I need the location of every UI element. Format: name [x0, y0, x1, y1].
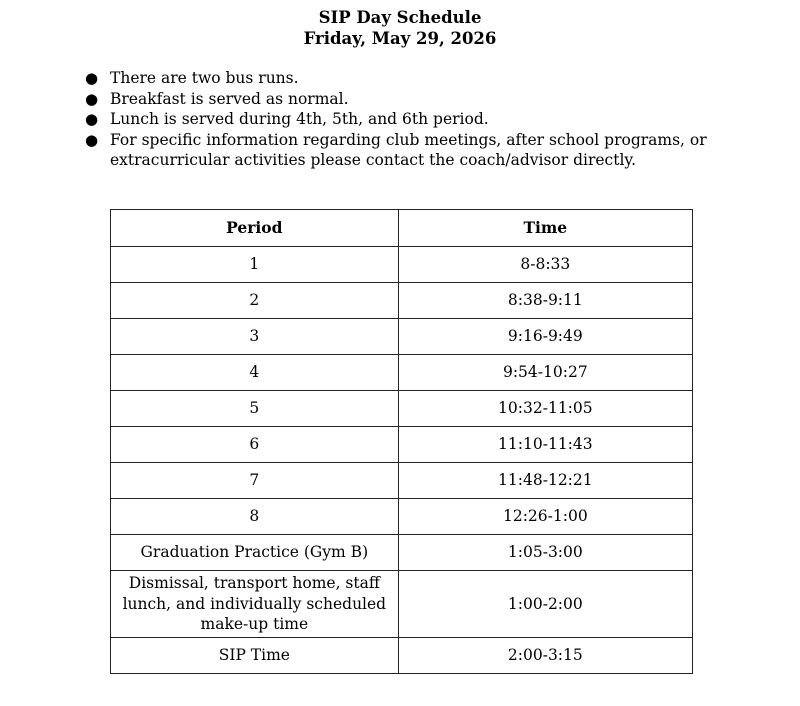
bullet-icon: ● — [85, 130, 99, 149]
note-item — [84, 109, 724, 130]
time-cell: 8-8:33 — [398, 247, 692, 283]
table-row — [111, 637, 693, 673]
period-cell: 5 — [111, 391, 399, 427]
note-item — [84, 89, 724, 110]
period-cell: Dismissal, transport home, staff lunch, and individually scheduled make-up time — [111, 571, 399, 638]
bullet-icon: ● — [85, 89, 99, 108]
table-row — [111, 391, 693, 427]
table-row — [111, 427, 693, 463]
note-item — [84, 68, 724, 89]
time-cell: 11:10-11:43 — [398, 427, 692, 463]
time-cell: 11:48-12:21 — [398, 463, 692, 499]
period-cell: 4 — [111, 355, 399, 391]
bullet-icon: ● — [85, 110, 99, 128]
table-row — [111, 535, 693, 571]
schedule-table — [110, 209, 693, 674]
schedule-date: Friday, May 29, 2026 — [303, 29, 497, 48]
note-text: Breakfast is served as normal. — [110, 89, 349, 108]
table-row — [111, 571, 693, 638]
document-heading — [0, 7, 800, 49]
period-cell: SIP Time — [111, 637, 399, 673]
time-cell: 2:00-3:15 — [398, 637, 692, 673]
period-cell: 3 — [111, 319, 399, 355]
time-cell: 10:32-11:05 — [398, 391, 692, 427]
table-row — [111, 463, 693, 499]
period-cell: 7 — [111, 463, 399, 499]
page-title: SIP Day Schedule — [318, 8, 482, 27]
period-cell: 2 — [111, 283, 399, 319]
note-text: For specific information regarding club meetings, after school programs, or extracurricular activities please contact the coach/advisor directly. — [110, 130, 707, 169]
period-cell: 6 — [111, 427, 399, 463]
period-column-header: Period — [111, 210, 399, 247]
time-cell: 1:00-2:00 — [398, 571, 692, 638]
time-cell: 12:26-1:00 — [398, 499, 692, 535]
table-row — [111, 247, 693, 283]
period-cell: Graduation Practice (Gym B) — [111, 535, 399, 571]
time-cell: 1:05-3:00 — [398, 535, 692, 571]
time-cell: 9:16-9:49 — [398, 319, 692, 355]
bullet-icon: ● — [85, 69, 99, 87]
table-row — [111, 283, 693, 319]
time-column-header: Time — [398, 210, 692, 247]
period-cell: 1 — [111, 247, 399, 283]
table-header-row — [111, 210, 693, 247]
note-text: There are two bus runs. — [110, 69, 299, 87]
note-text: Lunch is served during 4th, 5th, and 6th period. — [110, 110, 489, 128]
time-cell: 8:38-9:11 — [398, 283, 692, 319]
note-item — [84, 130, 724, 171]
notes-list — [84, 68, 724, 171]
period-cell: 8 — [111, 499, 399, 535]
time-cell: 9:54-10:27 — [398, 355, 692, 391]
table-row — [111, 319, 693, 355]
table-row — [111, 355, 693, 391]
table-row — [111, 499, 693, 535]
